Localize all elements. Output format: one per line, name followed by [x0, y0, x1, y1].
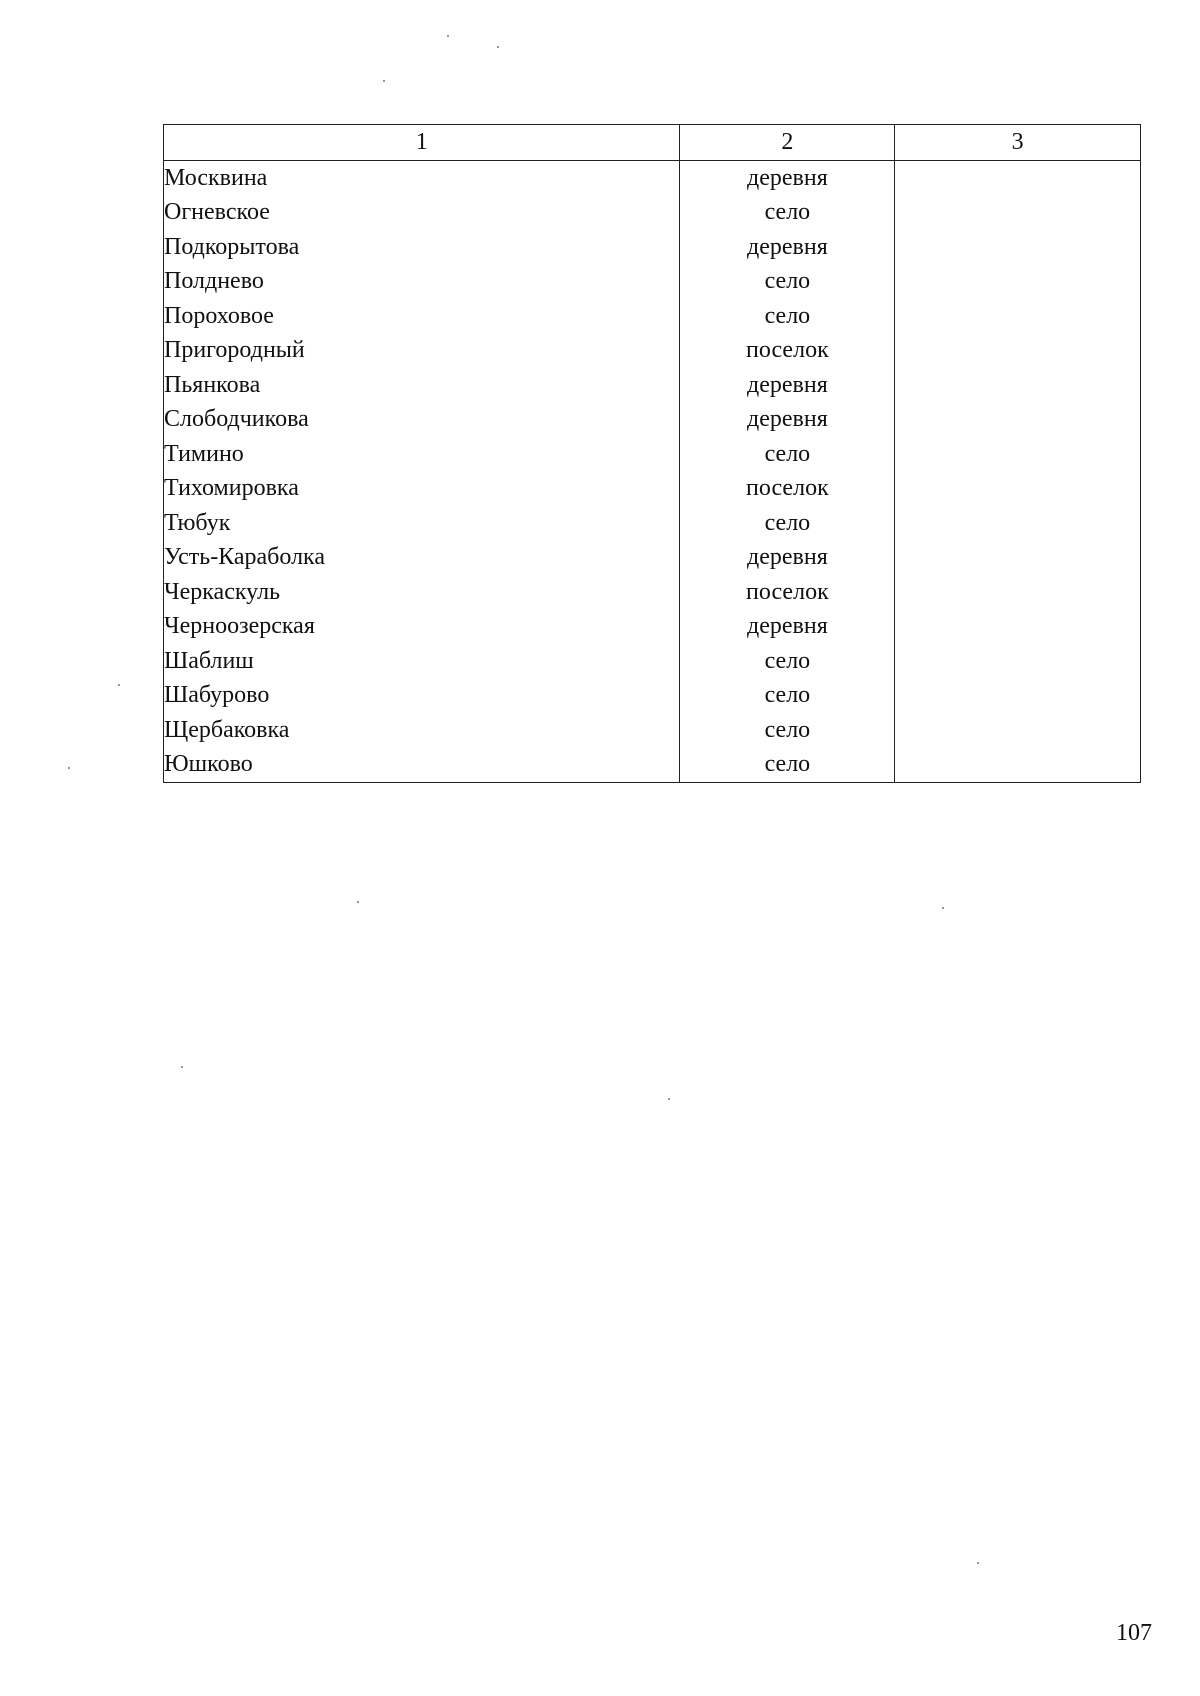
settlement-type-cell: село: [680, 678, 895, 713]
scan-speck: [447, 35, 449, 37]
column-header-2: 2: [680, 125, 895, 161]
table-row: [164, 402, 1141, 437]
settlement-type-cell: село: [680, 437, 895, 472]
settlement-name-cell: Шабурово: [164, 678, 680, 713]
table-row: [164, 333, 1141, 368]
settlement-name-cell: Юшково: [164, 747, 680, 782]
scan-speck: [942, 907, 944, 909]
table-row: [164, 747, 1141, 782]
settlement-type-cell: село: [680, 299, 895, 334]
settlement-type-cell: село: [680, 195, 895, 230]
settlement-type-cell: поселок: [680, 471, 895, 506]
scan-speck: [68, 767, 70, 769]
column-3-cell: [895, 506, 1141, 541]
scan-speck: [668, 1098, 670, 1100]
settlement-name-cell: Пьянкова: [164, 368, 680, 403]
settlement-name-cell: Тимино: [164, 437, 680, 472]
settlement-name-cell: Пороховое: [164, 299, 680, 334]
table-row: [164, 264, 1141, 299]
column-3-cell: [895, 540, 1141, 575]
column-3-cell: [895, 644, 1141, 679]
column-3-cell: [895, 195, 1141, 230]
settlement-type-cell: деревня: [680, 540, 895, 575]
table-header-row: [164, 125, 1141, 161]
settlements-table: [163, 124, 1141, 783]
scan-speck: [357, 901, 359, 903]
settlement-type-cell: село: [680, 264, 895, 299]
settlement-name-cell: Щербаковка: [164, 713, 680, 748]
settlement-type-cell: деревня: [680, 230, 895, 265]
settlement-type-cell: село: [680, 713, 895, 748]
column-3-cell: [895, 264, 1141, 299]
settlement-type-cell: село: [680, 506, 895, 541]
column-3-cell: [895, 678, 1141, 713]
settlement-name-cell: Черкаскуль: [164, 575, 680, 610]
table-row: [164, 368, 1141, 403]
table-body: [164, 160, 1141, 782]
column-3-cell: [895, 402, 1141, 437]
table-row: [164, 575, 1141, 610]
column-header-3: 3: [895, 125, 1141, 161]
scan-speck: [383, 80, 385, 82]
column-3-cell: [895, 471, 1141, 506]
settlement-name-cell: Пригородный: [164, 333, 680, 368]
column-3-cell: [895, 575, 1141, 610]
column-3-cell: [895, 333, 1141, 368]
settlement-name-cell: Подкорытова: [164, 230, 680, 265]
settlement-name-cell: Москвина: [164, 160, 680, 195]
settlement-type-cell: деревня: [680, 402, 895, 437]
table-row: [164, 230, 1141, 265]
table-row: [164, 471, 1141, 506]
page-number: 107: [1116, 1620, 1152, 1646]
table-row: [164, 299, 1141, 334]
settlement-name-cell: Усть-Караболка: [164, 540, 680, 575]
settlement-name-cell: Слободчикова: [164, 402, 680, 437]
settlement-name-cell: Тихомировка: [164, 471, 680, 506]
settlement-type-cell: поселок: [680, 575, 895, 610]
table-row: [164, 678, 1141, 713]
column-3-cell: [895, 713, 1141, 748]
column-3-cell: [895, 609, 1141, 644]
table-row: [164, 644, 1141, 679]
settlement-type-cell: деревня: [680, 368, 895, 403]
settlement-name-cell: Черноозерская: [164, 609, 680, 644]
settlement-type-cell: село: [680, 644, 895, 679]
column-3-cell: [895, 747, 1141, 782]
scan-speck: [181, 1066, 183, 1068]
settlement-name-cell: Шаблиш: [164, 644, 680, 679]
table-row: [164, 195, 1141, 230]
column-3-cell: [895, 437, 1141, 472]
scan-speck: [118, 684, 120, 686]
table-row: [164, 160, 1141, 195]
table-row: [164, 609, 1141, 644]
settlement-name-cell: Огневское: [164, 195, 680, 230]
column-3-cell: [895, 368, 1141, 403]
table-row: [164, 506, 1141, 541]
settlement-type-cell: деревня: [680, 609, 895, 644]
column-header-1: 1: [164, 125, 680, 161]
settlement-name-cell: Полднево: [164, 264, 680, 299]
column-3-cell: [895, 299, 1141, 334]
scan-speck: [977, 1562, 979, 1564]
settlement-type-cell: село: [680, 747, 895, 782]
scan-speck: [497, 46, 499, 48]
table-row: [164, 713, 1141, 748]
settlement-name-cell: Тюбук: [164, 506, 680, 541]
table-row: [164, 437, 1141, 472]
settlement-type-cell: деревня: [680, 160, 895, 195]
column-3-cell: [895, 230, 1141, 265]
settlement-type-cell: поселок: [680, 333, 895, 368]
column-3-cell: [895, 160, 1141, 195]
table-row: [164, 540, 1141, 575]
